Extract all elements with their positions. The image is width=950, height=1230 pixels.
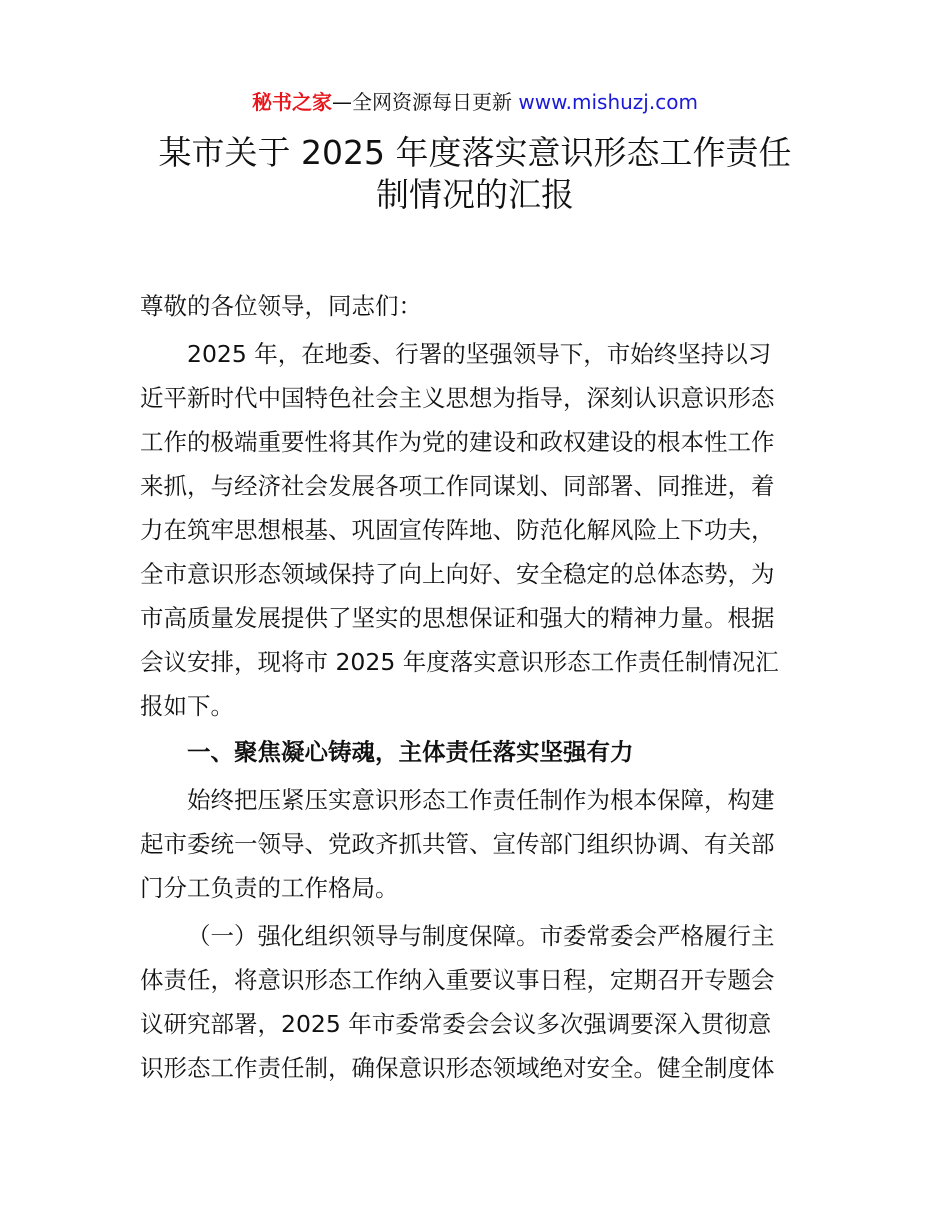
document-title (0, 132, 950, 216)
title-line: 制情况的汇报 (376, 175, 574, 214)
site-banner (0, 86, 950, 115)
text-line: 议研究部署，2025 年市委常委会会议多次强调要深入贯彻意 (140, 1010, 772, 1038)
site-url-link[interactable]: www.mishuzj.com (518, 90, 698, 114)
document-body (140, 286, 820, 1092)
text-line: 全市意识形态领域保持了向上向好、安全稳定的总体态势，为 (140, 560, 775, 588)
title-line: 某市关于 2025 年度落实意识形态工作责任 (158, 133, 792, 172)
text-line: 来抓，与经济社会发展各项工作同谋划、同部署、同推进，着 (140, 472, 775, 500)
salutation: 尊敬的各位领导，同志们： (140, 292, 422, 320)
text-line: 力在筑牢思想根基、巩固宣传阵地、防范化解风险上下功夫， (140, 516, 775, 544)
subsection-paragraph (140, 916, 820, 1092)
intro-paragraph (140, 334, 820, 730)
text-line: 会议安排，现将市 2025 年度落实意识形态工作责任制情况汇 (140, 648, 779, 676)
banner-tagline: —全网资源每日更新 (332, 90, 519, 114)
text-line: 识形态工作责任制，确保意识形态领域绝对安全。健全制度体 (140, 1054, 775, 1082)
text-line: 工作的极端重要性将其作为党的建设和政权建设的根本性工作 (140, 428, 775, 456)
text-line: 门分工负责的工作格局。 (140, 874, 399, 902)
text-line: （一）强化组织领导与制度保障。市委常委会严格履行主 (187, 922, 775, 950)
text-line: 近平新时代中国特色社会主义思想为指导，深刻认识意识形态 (140, 384, 775, 412)
text-line: 报如下。 (140, 692, 234, 720)
text-line: 市高质量发展提供了坚实的思想保证和强大的精神力量。根据 (140, 604, 775, 632)
brand-name: 秘书之家 (252, 90, 333, 114)
text-line: 起市委统一领导、党政齐抓共管、宣传部门组织协调、有关部 (140, 830, 775, 858)
text-line: 体责任，将意识形态工作纳入重要议事日程，定期召开专题会 (140, 966, 775, 994)
text-line: 始终把压紧压实意识形态工作责任制作为根本保障，构建 (187, 786, 775, 814)
text-line: 2025 年，在地委、行署的坚强领导下，市始终坚持以习 (187, 340, 772, 368)
section-paragraph (140, 780, 820, 912)
section-heading: 一、聚焦凝心铸魂，主体责任落实坚强有力 (187, 738, 634, 766)
